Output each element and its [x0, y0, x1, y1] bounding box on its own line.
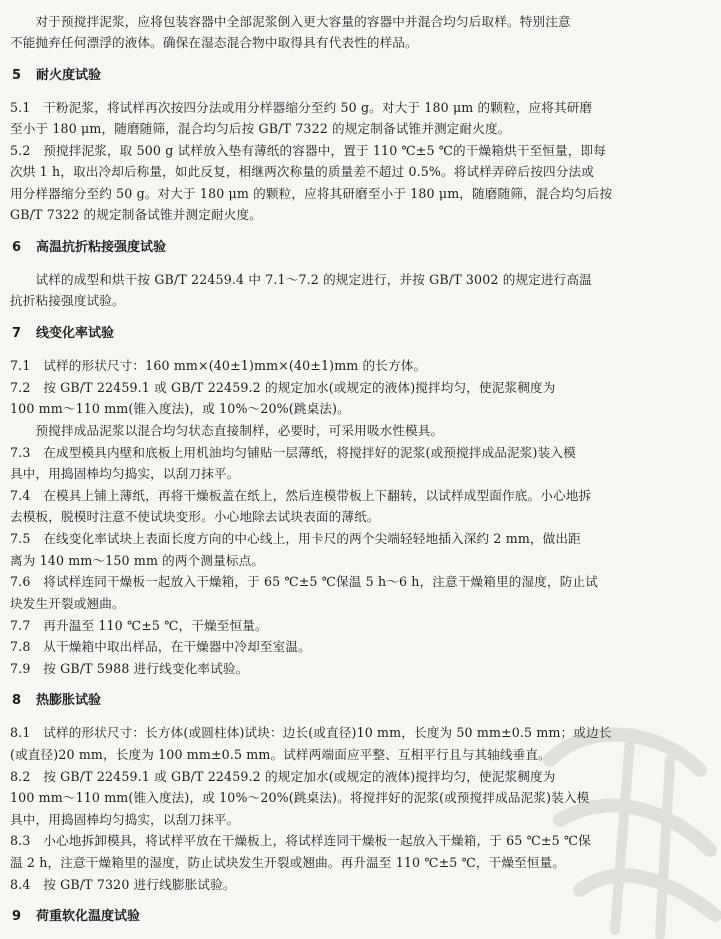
section-number: 8 — [12, 693, 22, 708]
paragraph-line: 7.5 在线变化率试块上表面长度方向的中心线上，用卡尺的两个尖端轻轻地插入深约 2 mm，做出距 — [10, 531, 581, 546]
paragraph-line: 次烘 1 h，取出冷却后称量，如此反复，相继两次称量的质量差不超过 0.5%。将试样弄碎后按四分法或 — [10, 164, 594, 179]
paragraph-line: 试样的成型和烘干按 GB/T 22459.4 中 7.1～7.2 的规定进行，并按 GB/T 3002 的规定进行高温 — [10, 272, 592, 287]
paragraph-line: 预搅拌成品泥浆以混合均匀状态直接制样，必要时，可采用吸水性模具。 — [10, 423, 444, 438]
paragraph-line: 7.4 在模具上铺上薄纸，再将干燥板盖在纸上，然后连模带板上下翻转，以试样成型面作底。小心地拆 — [10, 488, 592, 503]
paragraph-line: 具中，用捣固棒均匀捣实，以刮刀抹平。 — [10, 466, 240, 481]
section-number: 9 — [12, 909, 22, 924]
paragraph-line: 7.6 将试样连同干燥板一起放入干燥箱，于 65 ℃±5 ℃保温 5 h～6 h，注意干燥箱里的湿度，防止试 — [10, 574, 598, 589]
section-number: 7 — [12, 326, 22, 341]
paragraph-line: 7.9 按 GB/T 5988 进行线变化率试验。 — [10, 661, 249, 676]
section-title: 线变化率试验 — [36, 326, 115, 341]
paragraph-line: 8.1 试样的形状尺寸：长方体(或圆柱体)试块：边长(或直径)10 mm，长度为 50 mm±0.5 mm；或边长 — [10, 725, 612, 740]
section-title: 热膨胀试验 — [36, 693, 102, 708]
section-heading-7 — [12, 324, 721, 344]
section-number: 5 — [12, 68, 22, 83]
section-heading-8 — [12, 691, 721, 711]
paragraph-line: GB/T 7322 的规定制备试锥并测定耐火度。 — [10, 207, 262, 222]
paragraph-line: 5.1 干粉泥浆，将试样再次按四分法或用分样器缩分至约 50 g。对大于 180 μm 的颗粒，应将其研磨 — [10, 100, 593, 115]
paragraph-line: 8.3 小心地拆卸模具，将试样平放在干燥板上，将试样连同干燥板一起放入干燥箱，于 65 ℃±5 ℃保 — [10, 833, 591, 848]
paragraph-line: 抗折粘接强度试验。 — [10, 293, 125, 308]
section-number: 6 — [12, 240, 22, 255]
paragraph-line: 5.2 预搅拌泥浆，取 500 g 试样放入垫有薄纸的容器中，置于 110 ℃±5 ℃的干燥箱烘干至恒量，即每 — [10, 143, 606, 158]
paragraph-line: 8.2 按 GB/T 22459.1 或 GB/T 22459.2 的规定加水(或规定的液体)搅拌均匀，使泥浆稠度为 — [10, 769, 556, 784]
section-heading-9 — [12, 907, 721, 927]
paragraph-line: 块发生开裂或翘曲。 — [10, 596, 125, 611]
section-heading-5 — [12, 66, 721, 86]
section-title: 荷重软化温度试验 — [36, 909, 141, 924]
paragraph-line: 至小于 180 μm，随磨随筛，混合均匀后按 GB/T 7322 的规定制备试锥并测定耐火度。 — [10, 121, 511, 136]
paragraph-line: 具中，用捣固棒均匀捣实，以刮刀抹平。 — [10, 812, 240, 827]
paragraph-line: 7.8 从干燥箱中取出样品，在干燥器中冷却至室温。 — [10, 639, 311, 654]
paragraph-line: 7.7 再升温至 110 ℃±5 ℃，干燥至恒量。 — [10, 618, 268, 633]
paragraph-line: 100 mm～110 mm(锥入度法)，或 10%～20%(跳桌法)。 — [10, 401, 350, 416]
paragraph-line: 7.2 按 GB/T 22459.1 或 GB/T 22459.2 的规定加水(或规定的液体)搅拌均匀，使泥浆稠度为 — [10, 380, 556, 395]
section-title: 高温抗折粘接强度试验 — [36, 240, 167, 255]
section-title: 耐火度试验 — [36, 68, 102, 83]
paragraph-line: 温 2 h，注意干燥箱里的湿度，防止试块发生开裂或翘曲。再升温至 110 ℃±5 ℃，干燥至恒量。 — [10, 855, 566, 870]
paragraph-line: 用分样器缩分至约 50 g。对大于 180 μm 的颗粒，应将其研磨至小于 180 μm，随磨随筛，混合均匀后按 — [10, 186, 613, 201]
paragraph-line: 不能抛弃任何漂浮的液体。确保在湿态混合物中取得具有代表性的样品。 — [10, 35, 418, 50]
paragraph-line: 去模板，脱模时注意不使试块变形。小心地除去试块表面的薄纸。 — [10, 509, 380, 524]
paragraph-line: 离为 140 mm～150 mm 的两个测量标点。 — [10, 553, 265, 568]
paragraph-line: (或直径)20 mm，长度为 100 mm±0.5 mm。试样两端面应平整、互相平行且与其轴线垂直。 — [10, 747, 551, 762]
paragraph-line: 7.1 试样的形状尺寸：160 mm×(40±1)mm×(40±1)mm 的长方体。 — [10, 358, 427, 373]
paragraph-line: 100 mm～110 mm(锥入度法)，或 10%～20%(跳桌法)。将搅拌好的泥浆(或预搅拌成品泥浆)装入模 — [10, 790, 590, 805]
paragraph-line: 对于预搅拌泥浆，应将包装容器中全部泥浆倒入更大容量的容器中并混合均匀后取样。特别注意 — [10, 14, 571, 29]
paragraph-line: 7.3 在成型模具内壁和底板上用机油均匀铺贴一层薄纸，将搅拌好的泥浆(或预搅拌成品泥浆)装入模 — [10, 445, 576, 460]
paragraph-line: 8.4 按 GB/T 7320 进行线膨胀试验。 — [10, 877, 236, 892]
section-heading-6 — [12, 238, 721, 258]
